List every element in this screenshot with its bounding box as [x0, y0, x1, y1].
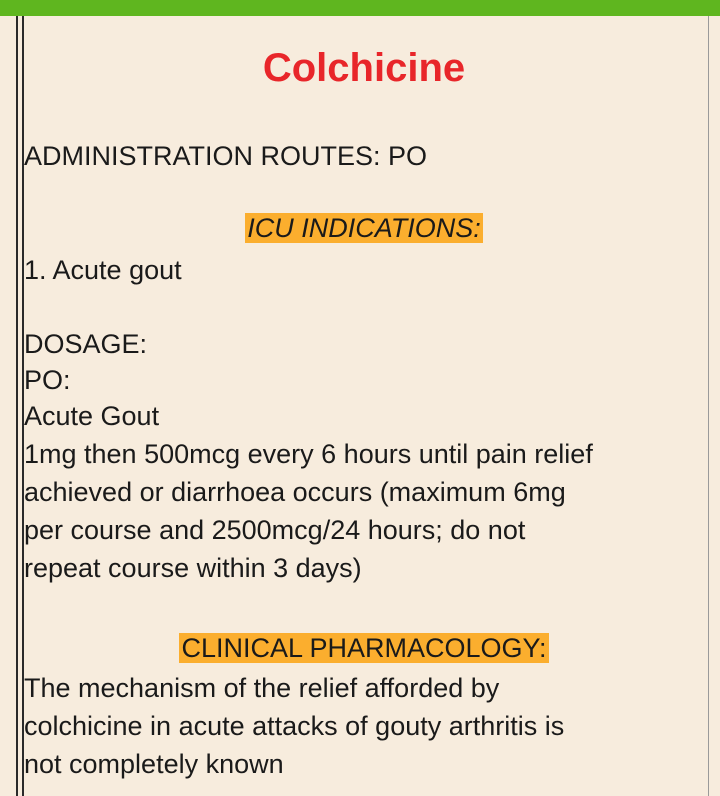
dosage-line: per course and 2500mcg/24 hours; do not — [24, 515, 526, 545]
pharmacology-line: The mechanism of the relief afforded by — [24, 673, 500, 703]
indication-item: 1. Acute gout — [24, 255, 182, 285]
page-title: Colchicine — [262, 46, 466, 90]
pharmacology-line: colchicine in acute attacks of gouty arthritis is — [24, 711, 565, 741]
dosage-line: achieved or diarrhoea occurs (maximum 6mg — [24, 477, 566, 507]
clinical-pharmacology-heading-row — [24, 632, 704, 664]
dosage-heading: DOSAGE: — [24, 329, 148, 359]
dosage-condition: Acute Gout — [24, 401, 160, 431]
dosage-line: 1mg then 500mcg every 6 hours until pain relief — [24, 439, 593, 469]
dosage-route: PO: — [24, 365, 71, 395]
icu-indications-heading-row — [24, 212, 704, 244]
top-bar — [0, 0, 720, 16]
dosage-line: repeat course within 3 days) — [24, 553, 362, 583]
administration-routes: ADMINISTRATION ROUTES: PO — [24, 141, 428, 171]
icu-indications-heading: ICU INDICATIONS: — [247, 213, 481, 243]
pharmacology-line: not completely known — [24, 749, 284, 779]
clinical-pharmacology-heading: CLINICAL PHARMACOLOGY: — [181, 633, 547, 663]
right-border-line — [708, 16, 709, 796]
left-border-line — [16, 16, 18, 796]
